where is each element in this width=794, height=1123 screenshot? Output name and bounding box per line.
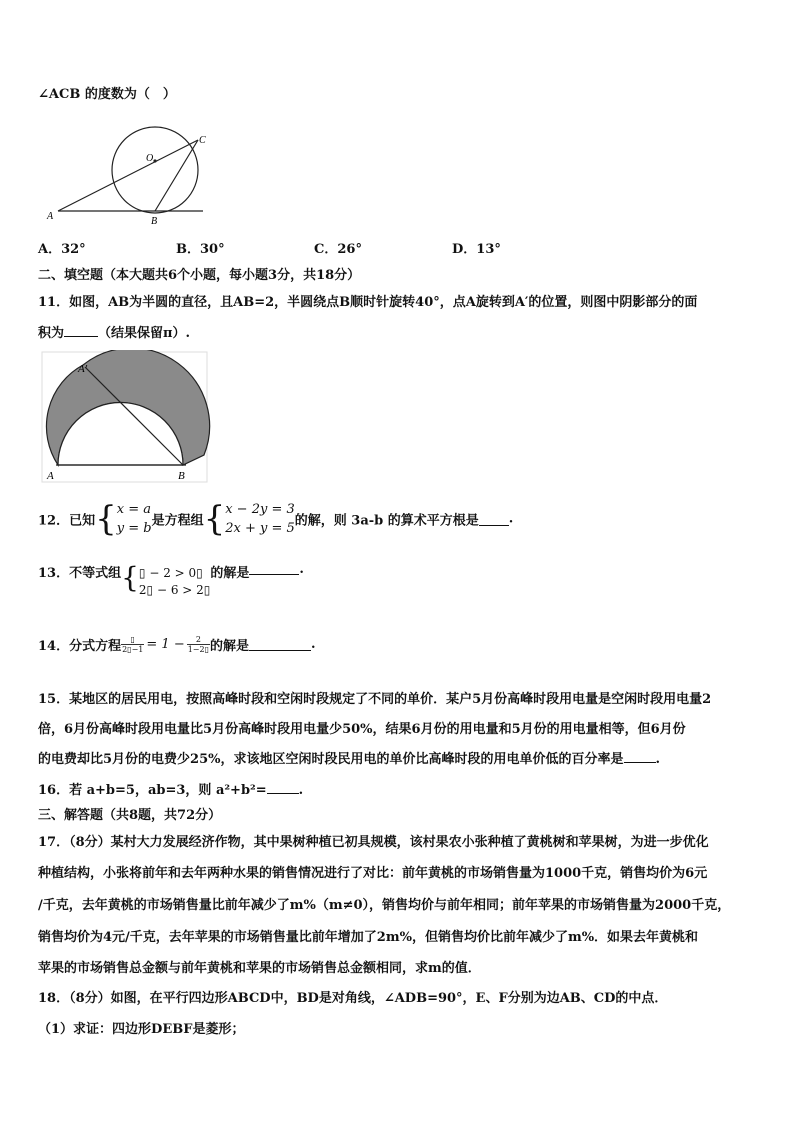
q10-option-c: C．26° [314, 242, 362, 257]
q12-pre: 12．已知 [38, 513, 96, 529]
q17-line1: 17．（8分）某村大力发展经济作物，其中果树种植已初具规模，该村果农小张种植了黄桃树和苹果树，为进一步优化 [38, 835, 709, 850]
q10-label-a: A [47, 211, 54, 222]
q10-label-c: C [199, 135, 206, 146]
q15-line2: 倍，6月份高峰时段用电量比5月份高峰时段用电量少50%，结果6月份的用电量和5月份的用电量相等，但6月份 [38, 722, 686, 737]
q12-end: . [508, 511, 514, 527]
section3-title: 三、解答题（共8题，共72分） [38, 808, 222, 823]
q14-fraction-1 [121, 635, 144, 654]
q12-system-1 [117, 500, 152, 538]
q12 [38, 500, 513, 538]
q10-label-o: O [146, 153, 154, 164]
q11-semicircle-figure [38, 350, 213, 485]
q11-answer-blank [64, 324, 98, 337]
q17-line4: 销售均价为4元/千克，去年苹果的市场销售量比前年增加了2m%，但销售均价比前年减少了m%．如果去年黄桃和 [38, 930, 699, 945]
q14 [38, 635, 316, 654]
q14-frac2-numerator: 2 [187, 635, 210, 645]
q15-line1: 15．某地区的居民用电，按照高峰时段和空闲时段规定了不同的单价．某户5月份高峰时段用电量是空闲时段用电量2 [38, 692, 712, 707]
q11-line2-post: （结果保留π）. [98, 326, 191, 341]
q11-label-a: A [47, 470, 54, 482]
q10-label-b: B [151, 216, 158, 227]
q10-circle [112, 127, 198, 213]
q16 [38, 779, 303, 798]
q12-post: 的解，则 3a-b 的算术平方根是 [294, 513, 479, 529]
q17-line3: /千克，去年黄桃的市场销售量比前年减少了m%（m≠0），销售均价与前年相同；前年苹果的市场销售量为2000千克， [38, 898, 731, 913]
q15-line3-pre: 的电费却比5月份的电费少25%，求该地区空闲时段民用电的单价比高峰时段的用电单价低的百分率是 [38, 752, 624, 767]
q14-frac2-denominator: 1−2▯ [187, 645, 210, 654]
q10-stem: ∠ACB 的度数为（ ） [38, 87, 176, 102]
section2-title: 二、填空题（本大题共6个小题，每小题3分，共18分） [38, 268, 361, 283]
q13 [38, 562, 304, 596]
q14-answer-blank [249, 638, 311, 651]
q13-answer-blank [249, 562, 299, 575]
q11-label-b: B [178, 470, 185, 482]
q12-brace-1: { [95, 499, 117, 539]
q13-end: . [299, 562, 304, 577]
q10-option-a: A．32° [38, 242, 86, 257]
q12-answer-blank [479, 513, 509, 526]
q18-line1: 18．（8分）如图，在平行四边形ABCD中，BD是对角线，∠ADB=90°，E、F分别为边AB、CD的中点． [38, 991, 668, 1006]
q14-frac1-numerator: ▯ [121, 635, 144, 645]
q12-mid: 是方程组 [151, 513, 204, 529]
q10-option-b: B．30° [176, 242, 225, 257]
q10-option-d: D．13° [452, 242, 501, 257]
q12-system-2 [225, 500, 295, 538]
q14-frac1-denominator: 2▯−1 [122, 645, 144, 654]
q12-system-2-eq2: 2x + y = 5 [225, 521, 295, 536]
q11-line2-pre: 积为 [38, 326, 65, 341]
q15-line3-end: . [655, 752, 661, 767]
q11-line2 [38, 322, 190, 341]
q16-pre: 16．若 a+b=5，ab=3，则 a²+b²= [38, 783, 267, 798]
q13-post: 的解是 [210, 566, 250, 581]
q13-inequality-system [139, 565, 210, 599]
q13-brace: { [121, 561, 139, 594]
q14-fraction-2 [187, 635, 210, 654]
q15-answer-blank [624, 750, 656, 763]
q10-center-point [153, 159, 156, 162]
q12-brace-2: { [203, 499, 226, 539]
q16-answer-blank [267, 781, 299, 794]
q14-end: . [311, 637, 316, 652]
q14-post: 的解是 [210, 639, 250, 654]
q18-sub1: （1）求证：四边形DEBF是菱形； [38, 1022, 245, 1037]
q12-system-1-eq2: y = b [116, 521, 152, 536]
q17-line5: 苹果的市场销售总金额与前年黄桃和苹果的市场销售总金额相同，求m的值． [38, 961, 481, 976]
q12-system-2-eq1: x − 2y = 3 [225, 502, 295, 517]
q11-label-a-prime: A′ [78, 363, 88, 375]
q14-middle: = 1 − [146, 637, 185, 652]
q15-line3 [38, 748, 660, 767]
q10-circle-figure [38, 125, 218, 231]
q12-system-1-eq1: x = a [116, 502, 151, 517]
q13-ineq-2: 2▯ − 6 > 2▯ [138, 583, 211, 597]
q16-end: . [298, 783, 304, 798]
q13-ineq-1: ▯ − 2 > 0▯ [138, 566, 203, 580]
q14-pre: 14．分式方程 [38, 639, 122, 654]
q17-line2: 种植结构，小张将前年和去年两种水果的销售情况进行了对比：前年黄桃的市场销售量为1000千克，销售均价为6元 [38, 866, 708, 881]
q11-line1: 11．如图，AB为半圆的直径，且AB=2，半圆绕点B顺时针旋转40°，点A旋转到A′的位置，则图中阴影部分的面 [38, 295, 698, 310]
q13-pre: 13．不等式组 [38, 566, 122, 581]
